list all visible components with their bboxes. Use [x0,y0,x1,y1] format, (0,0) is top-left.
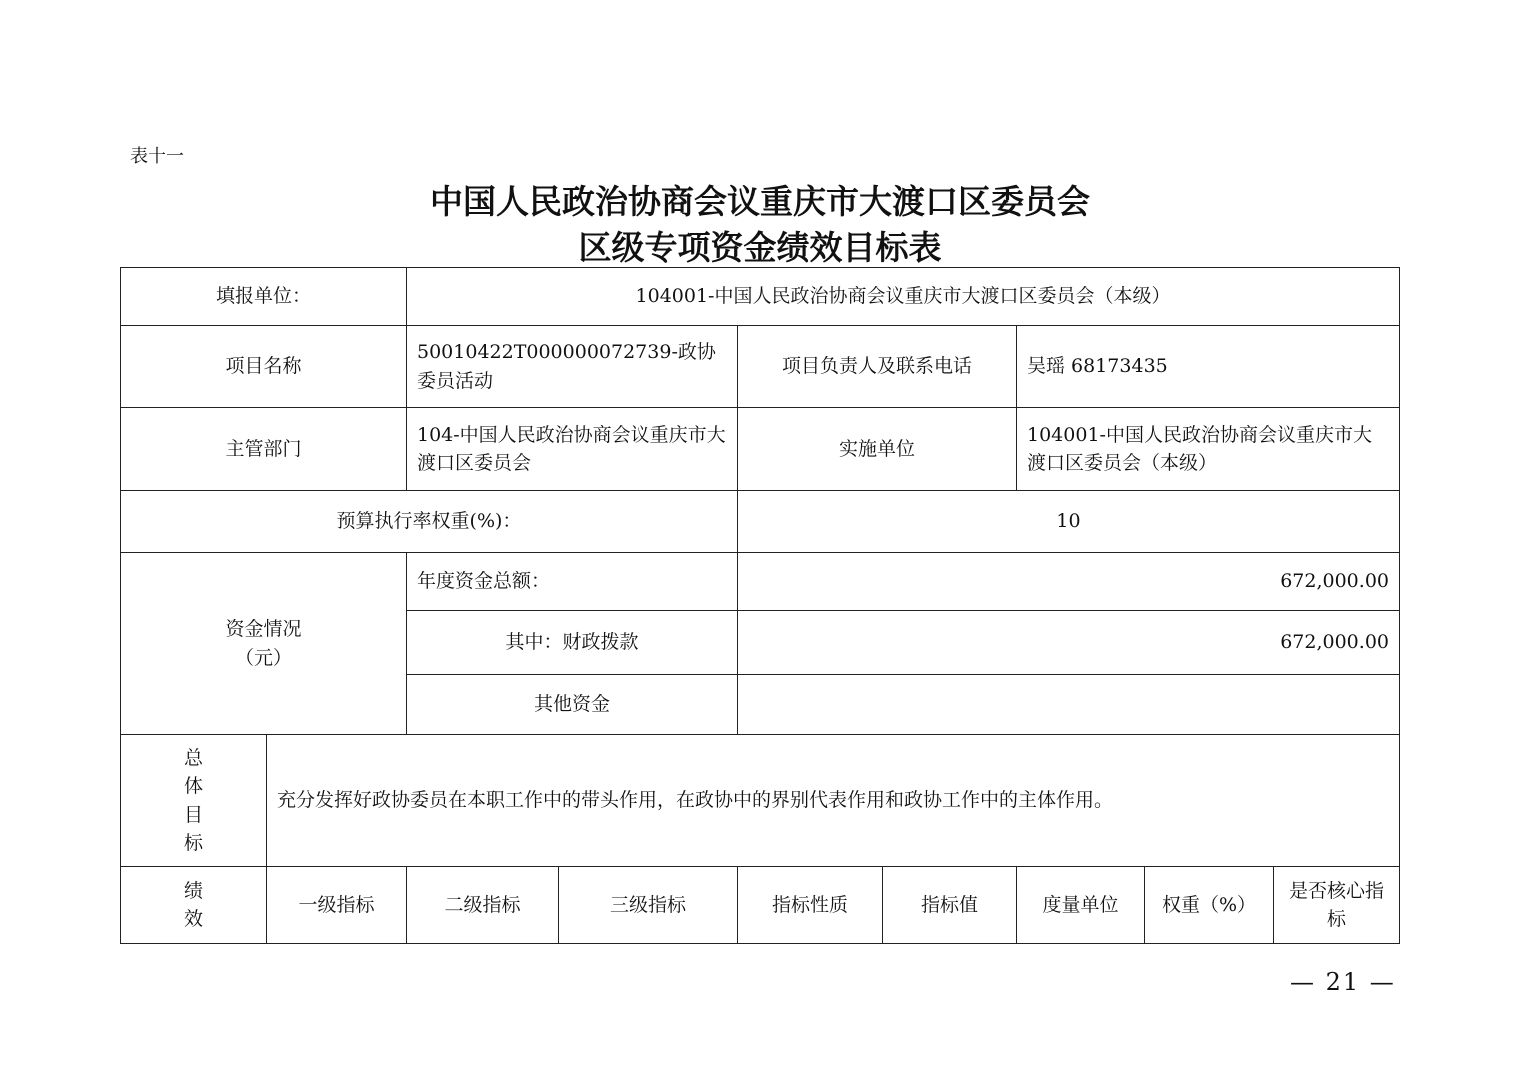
funds-label [120,552,407,735]
perf-header-core: 是否核心指标 [1273,866,1400,944]
goal-label-char: 体 [183,775,203,797]
perf-header-value: 指标值 [882,866,1017,944]
perf-label-char: 绩 [183,879,203,902]
filling-unit-label: 填报单位： [120,267,407,326]
other-funds-label: 其他资金 [406,674,738,735]
perf-header-level1: 一级指标 [266,866,407,944]
annual-total-value: 672,000.00 [737,552,1400,611]
goal-label-char: 总 [183,746,203,769]
perf-header-weight: 权重（%） [1144,866,1274,944]
impl-unit-value: 104001-中国人民政治协商会议重庆市大渡口区委员会（本级） [1016,407,1400,491]
impl-unit-label: 实施单位 [737,407,1017,491]
other-funds-value [737,674,1400,735]
goal-value: 充分发挥好政协委员在本职工作中的带头作用，在政协中的界别代表作用和政协工作中的主体作用。 [266,734,1400,867]
perf-header-nature: 指标性质 [737,866,883,944]
funds-label-line2: （元） [234,646,292,669]
budget-weight-label: 预算执行率权重(%)： [120,490,738,553]
perf-label [120,866,267,944]
perf-header-level3: 三级指标 [558,866,738,944]
project-name-label: 项目名称 [120,325,407,408]
budget-weight-value: 10 [737,490,1400,553]
fiscal-label: 其中：财政拨款 [406,610,738,675]
filling-unit-value: 104001-中国人民政治协商会议重庆市大渡口区委员会（本级） [406,267,1400,326]
annual-total-label: 年度资金总额： [406,552,738,611]
dept-label: 主管部门 [120,407,407,491]
dept-value: 104-中国人民政治协商会议重庆市大渡口区委员会 [406,407,738,491]
perf-header-unit: 度量单位 [1016,866,1145,944]
fiscal-value: 672,000.00 [737,610,1400,675]
contact-label: 项目负责人及联系电话 [737,325,1017,408]
goal-label-char: 目 [183,803,203,826]
funds-label-line1: 资金情况 [225,618,302,640]
contact-value: 吴瑶 68173435 [1016,325,1400,408]
goal-label-char: 标 [183,832,203,854]
perf-header-level2: 二级指标 [406,866,559,944]
page-number: — 21 — [1290,968,1396,996]
page-subtitle: 区级专项资金绩效目标表 [578,228,942,267]
goal-label [120,734,267,867]
project-name-value: 50010422T000000072739-政协委员活动 [406,325,738,408]
table-label: 表十一 [130,146,184,167]
page-title: 中国人民政治协商会议重庆市大渡口区委员会 [430,182,1090,221]
perf-label-char: 效 [183,908,203,930]
